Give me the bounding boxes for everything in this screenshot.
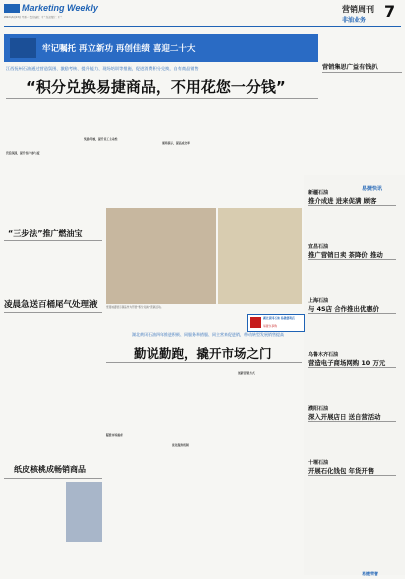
sidebar-item — [308, 351, 398, 398]
center-story — [106, 330, 302, 570]
sidebar — [304, 175, 405, 575]
article-3-rule — [4, 312, 102, 313]
sidebar-item-tag: 乌鲁木齐石油 — [308, 352, 339, 358]
article-3-title: 凌晨急送百桶尾气处理液 — [4, 300, 98, 310]
sidebar-item — [308, 459, 398, 506]
sidebar-item-tag: 宜昌石油 — [308, 244, 329, 250]
sidebar-item-title: 深入开展店日 送自营活动 — [308, 413, 381, 421]
sidebar-item-title: 营造电子商场网购 10 万元 — [308, 359, 386, 367]
masthead — [0, 0, 405, 30]
sidebar-item-tag: 十堰石油 — [308, 460, 329, 466]
center-photo-main — [106, 208, 216, 304]
article-2 — [4, 208, 102, 298]
sidebar-item-tag: 濮阳石油 — [308, 406, 329, 412]
lead-column-2 — [84, 102, 158, 198]
sidebar-item-text — [308, 206, 398, 236]
article-4 — [4, 462, 102, 570]
lead-column-3 — [162, 102, 236, 198]
brand-name: Marketing Weekly — [22, 3, 98, 13]
right-top-title: 营销集思广益有钱扒 — [322, 64, 378, 71]
sidebar-item — [308, 405, 398, 452]
sidebar-item-title: 与 4S店 合作推出优惠价 — [308, 305, 380, 313]
article-2-rule — [4, 240, 102, 241]
article-4-title: 纸皮核桃成畅销商品 — [14, 465, 86, 474]
sidebar-item-text — [308, 260, 398, 290]
slogan-banner — [4, 34, 318, 62]
sidebar-footer-logo: 易捷荣誉 — [362, 571, 378, 576]
article-2-title: “三步法”推广燃油宝 — [8, 229, 83, 238]
ad-badge-sub: 易捷乐享购 — [263, 324, 277, 328]
sidebar-item-title: 开展石化钱包 年货开售 — [308, 467, 375, 475]
ad-badge-logo — [250, 317, 261, 328]
article-3 — [4, 296, 102, 416]
sidebar-item — [308, 189, 398, 236]
sidebar-item-tag: 上海石油 — [308, 298, 329, 304]
ad-badge-name: 湖北黄冈石油 易捷便利店 — [263, 316, 295, 320]
center-subtitle: 湖北黄冈石油四年推进积极、同服务举措服、同主营来促进销，带动转型发展销售提高 — [132, 332, 284, 337]
banner-emblem — [10, 38, 36, 58]
page-number: 7 — [384, 2, 396, 21]
lead-subtitle: 江西抚州石油通过营造氛围、激励考核、提升能力、现场培训等措施，促进消费积分兑换，自有商品销售 — [6, 66, 199, 71]
lead-story — [4, 64, 318, 202]
center-section-head-3: 创新营销方式 — [238, 371, 255, 375]
sidebar-item-title: 推介成进 进来促满 顾客 — [308, 197, 377, 205]
right-top-rule — [322, 72, 402, 73]
section-name: 非油业务 — [342, 17, 367, 24]
article-3-text — [4, 316, 102, 412]
masthead-rule — [4, 26, 401, 27]
sidebar-item-text — [308, 314, 398, 344]
article-2-text — [4, 244, 102, 296]
sidebar-item-text — [308, 422, 398, 452]
center-column-2 — [172, 366, 234, 566]
center-photo-secondary — [218, 208, 302, 304]
center-section-head-1: 瞄准市场需求 — [106, 433, 123, 437]
sidebar-item-title: 推广营销日卖 茶降价 推动 — [308, 251, 383, 259]
brand-logo — [4, 4, 20, 13]
center-title: 勤说勤跑，撬开市场之门 — [134, 346, 272, 361]
lead-rule — [6, 98, 318, 99]
center-section-head-2: 优化服务机制 — [172, 443, 189, 447]
sidebar-item — [308, 297, 398, 344]
right-top-story — [322, 34, 402, 159]
sidebar-header-label: 易捷快讯 — [362, 186, 383, 192]
center-column-1 — [106, 366, 168, 566]
sidebar-item — [308, 243, 398, 290]
article-4-photo — [66, 482, 102, 542]
sidebar-header — [362, 175, 402, 192]
article-4-rule — [4, 478, 102, 479]
lead-column-1 — [6, 102, 80, 198]
center-rule — [106, 362, 302, 363]
brand-name-cn: 营销周刊 — [342, 5, 374, 14]
lead-section-head-1: 营造氛围，提升客户参与度 — [6, 151, 40, 155]
banner-slogan: 牢记嘱托 再立新功 再创佳绩 喜迎二十大 — [42, 44, 196, 54]
lead-section-head-2: 奖励考核，提升员工主动性 — [84, 137, 118, 141]
sidebar-item-text — [308, 368, 398, 398]
center-column-3 — [238, 366, 300, 566]
sidebar-item-text — [308, 476, 398, 506]
sidebar-item-tag: 新疆石油 — [308, 190, 329, 196]
right-top-text — [322, 76, 402, 156]
masthead-meta: 2022年6月13日 星期一 责任编辑：王兰 版式设计：王兰 — [4, 16, 63, 19]
lead-section-head-3: 现场演示，提高成交率 — [162, 141, 190, 145]
lead-title: “积分兑换易捷商品，不用花您一分钱” — [26, 78, 286, 96]
center-photo-caption: 雪茄诚诺展示商品作为开展“积分兑换”营销活动。 — [106, 306, 164, 309]
article-4-text — [4, 482, 64, 562]
